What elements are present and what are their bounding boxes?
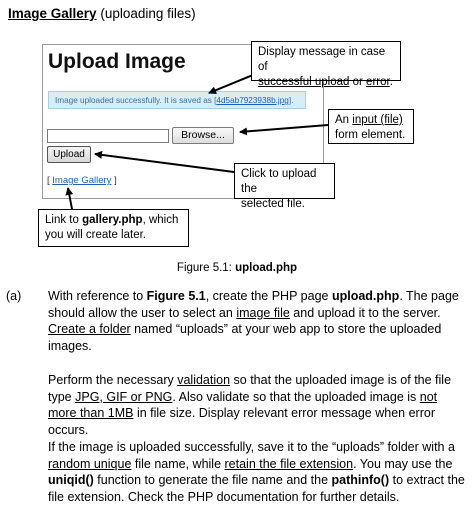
callout-gallery: [38, 209, 189, 247]
callout-gallery-line1: [45, 213, 182, 228]
callout-successful-upload: successful upload: [258, 76, 350, 88]
p1-bold-figure: Figure 5.1: [146, 289, 206, 303]
callout-error: error: [366, 76, 390, 88]
callout-input-file: input (file): [352, 114, 403, 126]
image-gallery-link[interactable]: Image Gallery: [52, 175, 112, 186]
p3-bold-pathinfo: pathinfo(): [331, 473, 390, 488]
p1-text-1: With reference to: [48, 289, 147, 303]
callout-message-line2: [258, 75, 394, 90]
figure-page-title: Upload Image: [48, 50, 186, 73]
paragraph-2: [48, 372, 468, 438]
p3-text-1: If the image is uploaded successfully, save it to the “uploads” folder with a: [48, 440, 455, 454]
p3-bold-uniqid: uniqid(): [48, 473, 94, 488]
p3-underline-random: random unique: [48, 456, 132, 471]
p2-text-3: . Also validate so that the uploaded image is: [172, 389, 420, 404]
p3-text-5: to extract the file extension. Check the PHP documentation for further details.: [48, 473, 465, 504]
callout-upload: [234, 163, 335, 210]
caption-prefix: Figure 5.1:: [176, 262, 236, 274]
p1-underline-image-file: image file: [236, 305, 290, 320]
saved-file-link[interactable]: 4d5ab7923938b.jpg: [216, 96, 289, 105]
upload-button[interactable]: Upload: [47, 146, 91, 163]
callout-display-message: [251, 41, 401, 88]
callout-link-to: Link to: [45, 214, 83, 226]
p2-underline-validation: validation: [177, 373, 231, 387]
p1-text-5: named “uploads” at your web app to store the uploaded images.: [48, 322, 442, 353]
callout-or: or: [349, 76, 367, 88]
bracket-open: [: [47, 175, 50, 186]
p3-text-3: . You may use the: [353, 456, 453, 471]
callout-file-input: [328, 109, 414, 144]
success-message-end: ].: [288, 96, 294, 105]
p2-text-1: Perform the necessary: [48, 373, 178, 387]
arrow-to-browse: [240, 125, 328, 132]
p2-text-4: in file size. Display relevant error message when error occurs.: [48, 406, 435, 437]
success-message-text: Image uploaded successfully. It is saved as [: [55, 96, 217, 105]
arrow-to-gallery: [68, 188, 72, 209]
p1-text-2: , create the PHP page: [205, 289, 332, 303]
caption-filename: upload.php: [235, 262, 298, 274]
p2-text-2: so that the uploaded image is of the file type: [48, 373, 452, 404]
callout-message-line1: Display message in case of: [258, 46, 386, 73]
callout-upload-line2: selected file.: [241, 198, 305, 210]
paragraph-1: [48, 288, 468, 354]
p1-bold-upload: upload.php: [331, 289, 400, 303]
heading-subtitle: (uploading files): [100, 6, 196, 21]
callout-an: An: [335, 114, 353, 126]
p3-text-4: function to generate the file name and the: [93, 473, 332, 488]
arrow-to-upload: [95, 154, 234, 172]
question-label: (a): [6, 289, 22, 303]
callout-period: .: [389, 76, 393, 88]
callout-input-line2: form element.: [335, 129, 406, 141]
p3-underline-retain: retain the file extension: [224, 456, 354, 471]
p2-underline-size: not more than 1MB: [48, 389, 438, 421]
p1-text-4: and upload it to the server.: [289, 305, 441, 320]
p1-text-3: . The page should allow the user to select an: [48, 289, 459, 320]
bracket-close: ]: [114, 175, 117, 186]
callout-gallery-php: gallery.php: [82, 214, 143, 226]
callout-gallery-line2: you will create later.: [45, 229, 146, 241]
p1-underline-create-folder: Create a folder: [48, 322, 131, 337]
heading-title: Image Gallery: [8, 6, 97, 21]
callout-upload-line1: Click to upload the: [241, 168, 317, 195]
p3-text-2: file name, while: [131, 456, 225, 471]
paragraph-3: [48, 439, 468, 505]
figure-caption: [0, 262, 474, 274]
browse-button[interactable]: Browse...: [172, 127, 234, 144]
callout-input-line1: [335, 113, 407, 128]
callout-which: , which: [142, 214, 179, 226]
p2-underline-types: JPG, GIF or PNG: [75, 389, 173, 404]
